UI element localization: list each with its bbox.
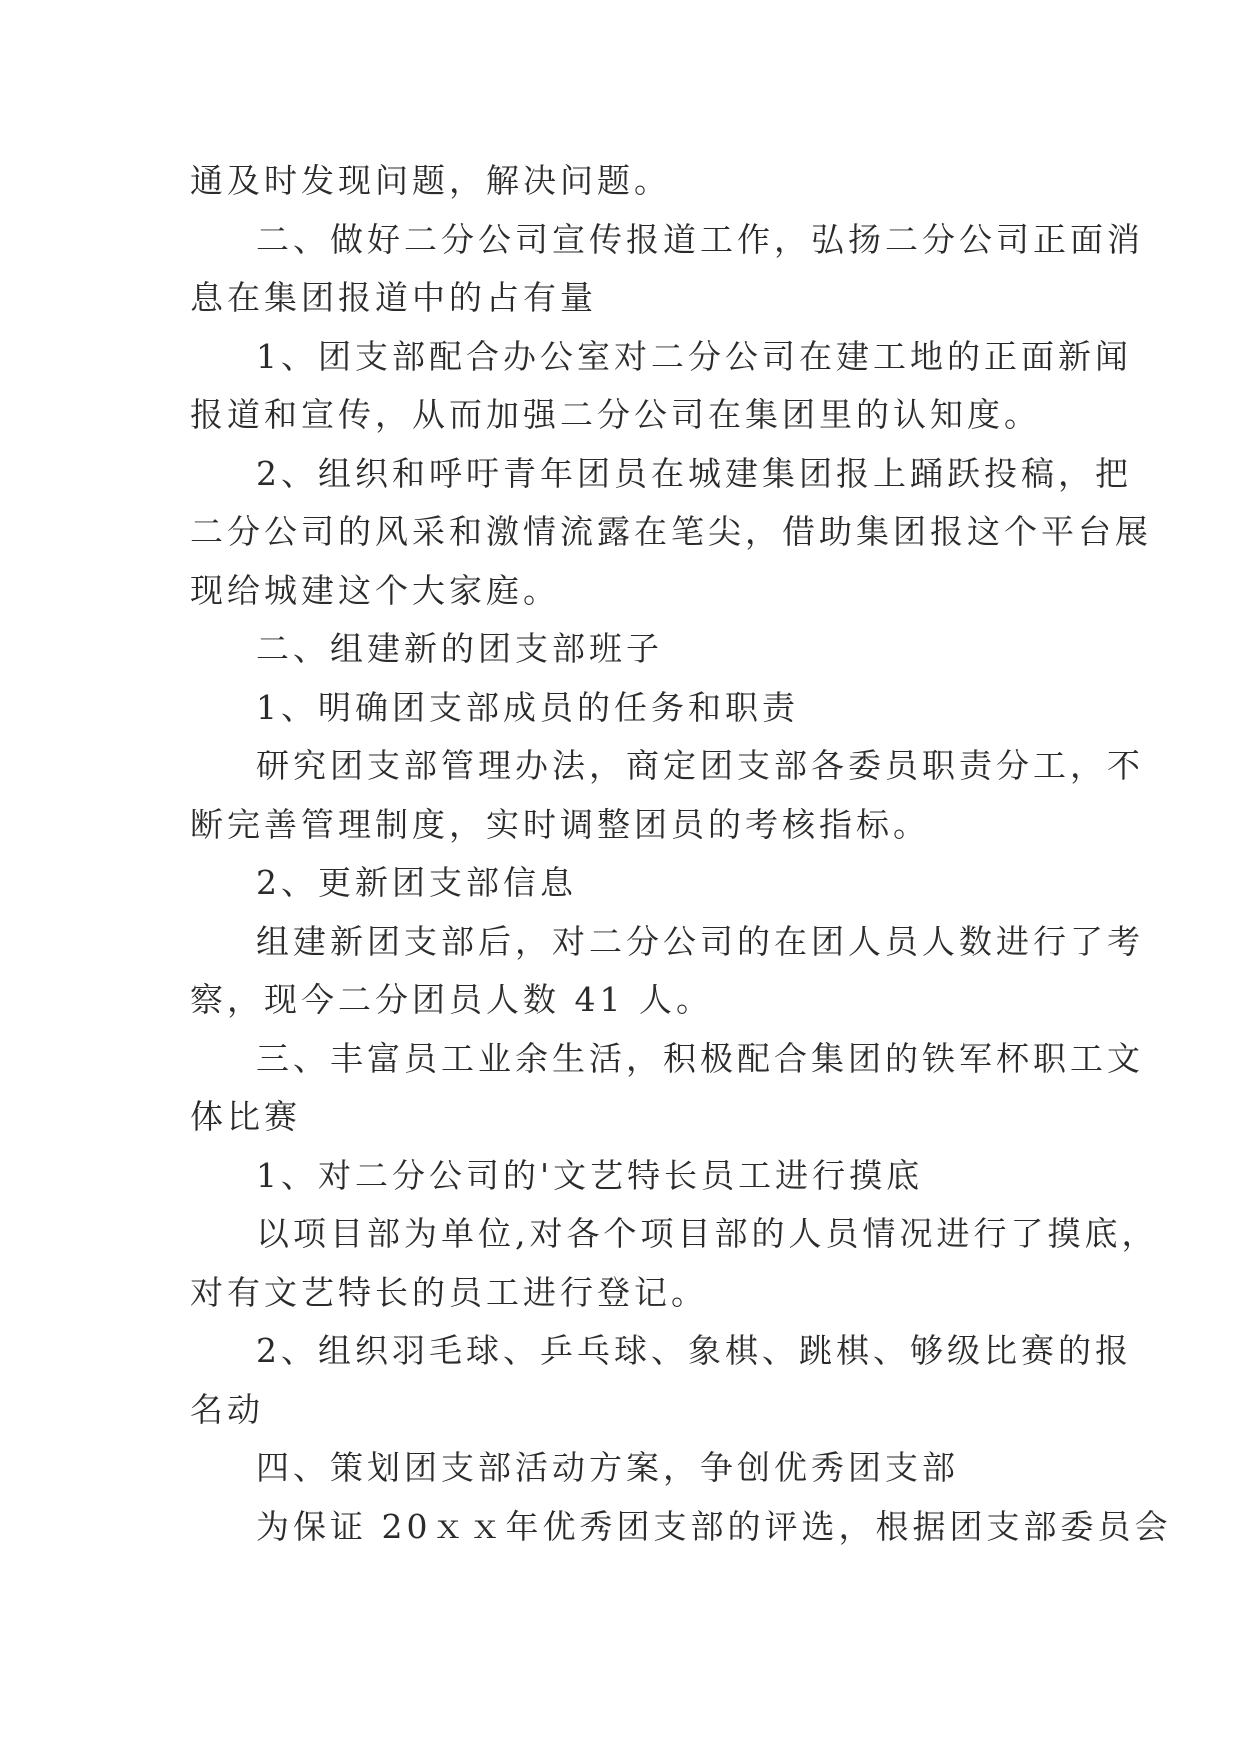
subsection-heading: 1、明确团支部成员的任务和职责 [256, 687, 799, 727]
text-line: 对有文艺特长的员工进行登记。 [190, 1272, 708, 1312]
document-body [190, 152, 1172, 1556]
text-line: 组建新团支部后，对二分公司的在团人员人数进行了考 [256, 921, 1144, 961]
text-line: 报道和宣传，从而加强二分公司在集团里的认知度。 [190, 395, 1041, 434]
text-line: 断完善管理制度，实时调整团员的考核指标。 [190, 804, 930, 844]
text-line: 研究团支部管理办法，商定团支部各委员职责分工，不 [256, 746, 1144, 785]
section-heading: 二、做好二分公司宣传报道工作，弘扬二分公司正面消 [256, 219, 1144, 259]
text-line: 息在集团报道中的占有量 [190, 278, 597, 317]
text-line: 1、团支部配合办公室对二分公司在建工地的正面新闻 [256, 336, 1132, 376]
subsection-heading: 2、更新团支部信息 [256, 863, 577, 902]
section-heading: 三、丰富员工业余生活，积极配合集团的铁军杯职工文 [256, 1038, 1144, 1078]
text-line: 名动 [190, 1389, 264, 1429]
text-line: 2、组织羽毛球、乒乓球、象棋、跳棋、够级比赛的报 [256, 1331, 1132, 1370]
text-line: 2、组织和呼吁青年团员在城建集团报上踊跃投稿，把 [256, 453, 1132, 493]
text-line: 为保证 20ｘｘ年优秀团支部的评选，根据团支部委员会 [256, 1506, 1172, 1546]
subsection-heading: 1、对二分公司的'文艺特长员工进行摸底 [256, 1155, 924, 1195]
section-heading: 二、组建新的团支部班子 [256, 629, 663, 668]
text-line: 察，现今二分团员人数 41 人。 [190, 980, 713, 1019]
text-line: 体比赛 [190, 1097, 301, 1136]
text-line: 二分公司的风采和激情流露在笔尖，借助集团报这个平台展 [190, 512, 1152, 551]
text-line: 以项目部为单位,对各个项目部的人员情况进行了摸底， [256, 1214, 1159, 1253]
text-line: 现给城建这个大家庭。 [190, 570, 560, 610]
section-heading: 四、策划团支部活动方案，争创优秀团支部 [256, 1448, 959, 1487]
text-line: 通及时发现问题，解决问题。 [190, 161, 671, 200]
